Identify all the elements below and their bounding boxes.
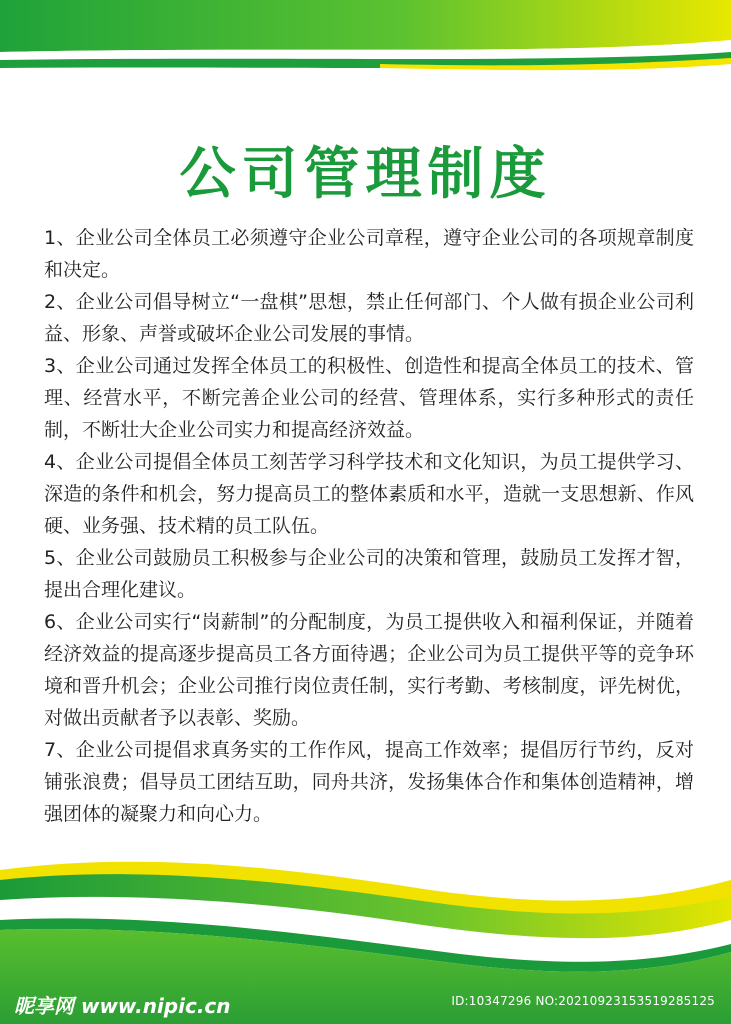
clause-6: 6、企业公司实行“岗薪制”的分配制度，为员工提供收入和福利保证，并随着经济效益的提高逐步提高员工各方面待遇；企业公司为员工提供平等的竞争环境和晋升机会；企业公司推行岗位责任制，实行考勤、考核制度，评先树优，对做出贡献者予以表彰、奖励。 [44,611,694,729]
top-decorative-band [0,0,731,80]
clause-5: 5、企业公司鼓励员工积极参与企业公司的决策和管理，鼓励员工发挥才智，提出合理化建议。 [44,547,694,601]
clause-7: 7、企业公司提倡求真务实的工作作风，提高工作效率；提倡厉行节约，反对铺张浪费；倡导员工团结互助，同舟共济，发扬集体合作和集体创造精神，增强团体的凝聚力和向心力。 [44,739,694,825]
clause-1: 1、企业公司全体员工必须遵守企业公司章程，遵守企业公司的各项规章制度和决定。 [44,227,694,281]
image-id-label: ID:10347296 NO:20210923153519285125 [451,994,715,1008]
clause-4: 4、企业公司提倡全体员工刻苦学习科学技术和文化知识，为员工提供学习、深造的条件和机会，努力提高员工的整体素质和水平，造就一支思想新、作风硬、业务强、技术精的员工队伍。 [44,451,694,537]
rules-body [44,222,694,830]
clause-2: 2、企业公司倡导树立“一盘棋”思想，禁止任何部门、个人做有损企业公司利益、形象、声誉或破坏企业公司发展的事情。 [44,291,694,345]
page-title: 公司管理制度 [179,142,552,207]
site-watermark: 昵享网 www.nipic.cn [14,994,231,1018]
clause-3: 3、企业公司通过发挥全体员工的积极性、创造性和提高全体员工的技术、管理、经营水平，不断完善企业公司的经营、管理体系，实行多种形式的责任制，不断壮大企业公司实力和提高经济效益。 [44,355,694,441]
